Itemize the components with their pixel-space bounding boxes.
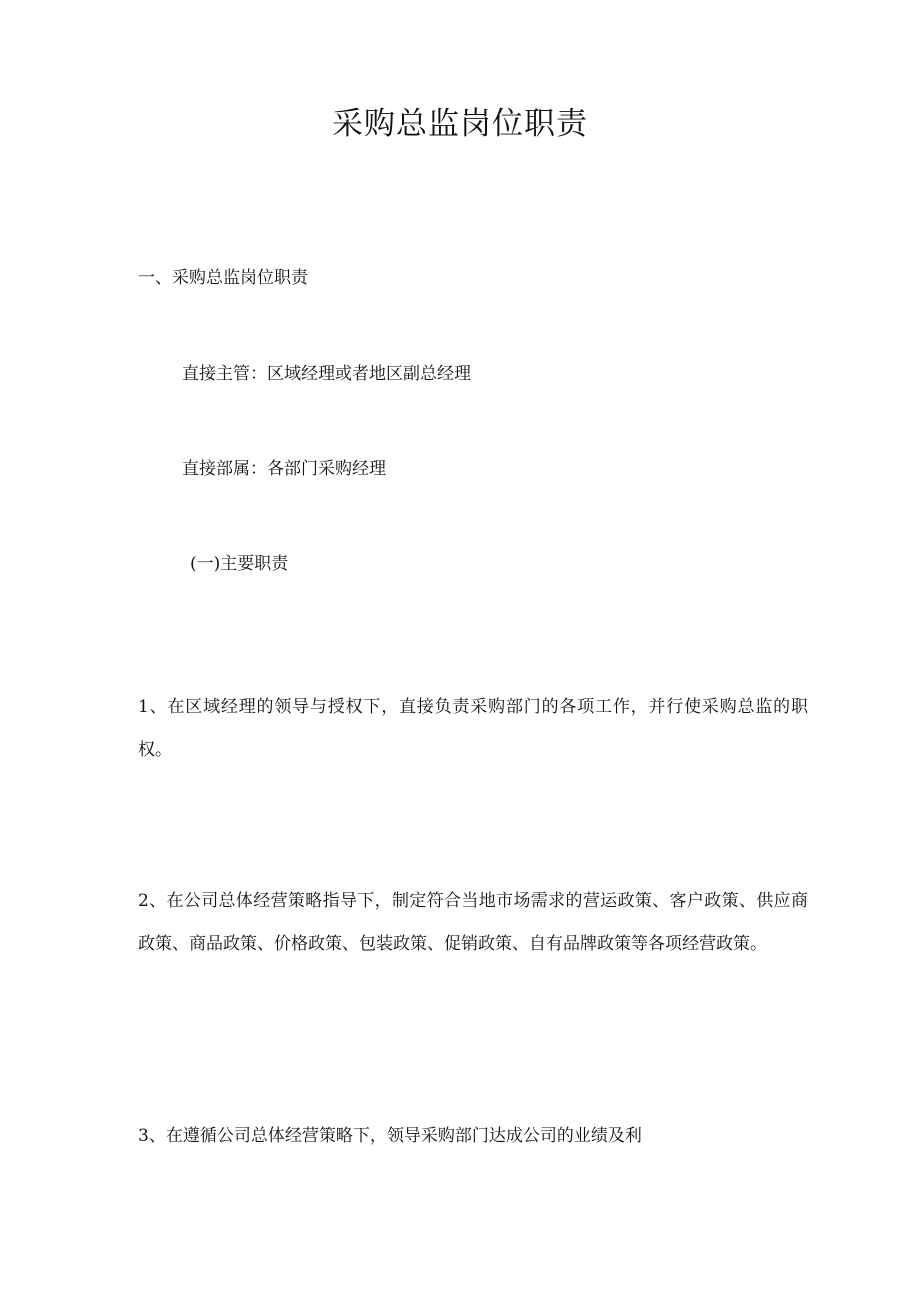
document-title: 采购总监岗位职责 <box>332 106 588 142</box>
section-heading: 一、采购总监岗位职责 <box>138 268 308 288</box>
direct-supervisor-line: 直接主管：区域经理或者地区副总经理 <box>182 364 471 384</box>
main-duties-heading: (一)主要职责 <box>190 554 289 574</box>
duty-paragraph-2: 2、在公司总体经营策略指导下，制定符合当地市场需求的营运政策、客户政策、供应商政策、商品政策、价格政策、包装政策、促销政策、自有品牌政策等各项经营政策。 <box>138 891 808 954</box>
direct-subordinates-line: 直接部属：各部门采购经理 <box>182 459 386 479</box>
duty-paragraph-1: 1、在区域经理的领导与授权下，直接负责采购部门的各项工作，并行使采购总监的职权。 <box>138 697 808 760</box>
duty-paragraph-3: 3、在遵循公司总体经营策略下，领导采购部门达成公司的业绩及利 <box>138 1126 642 1146</box>
